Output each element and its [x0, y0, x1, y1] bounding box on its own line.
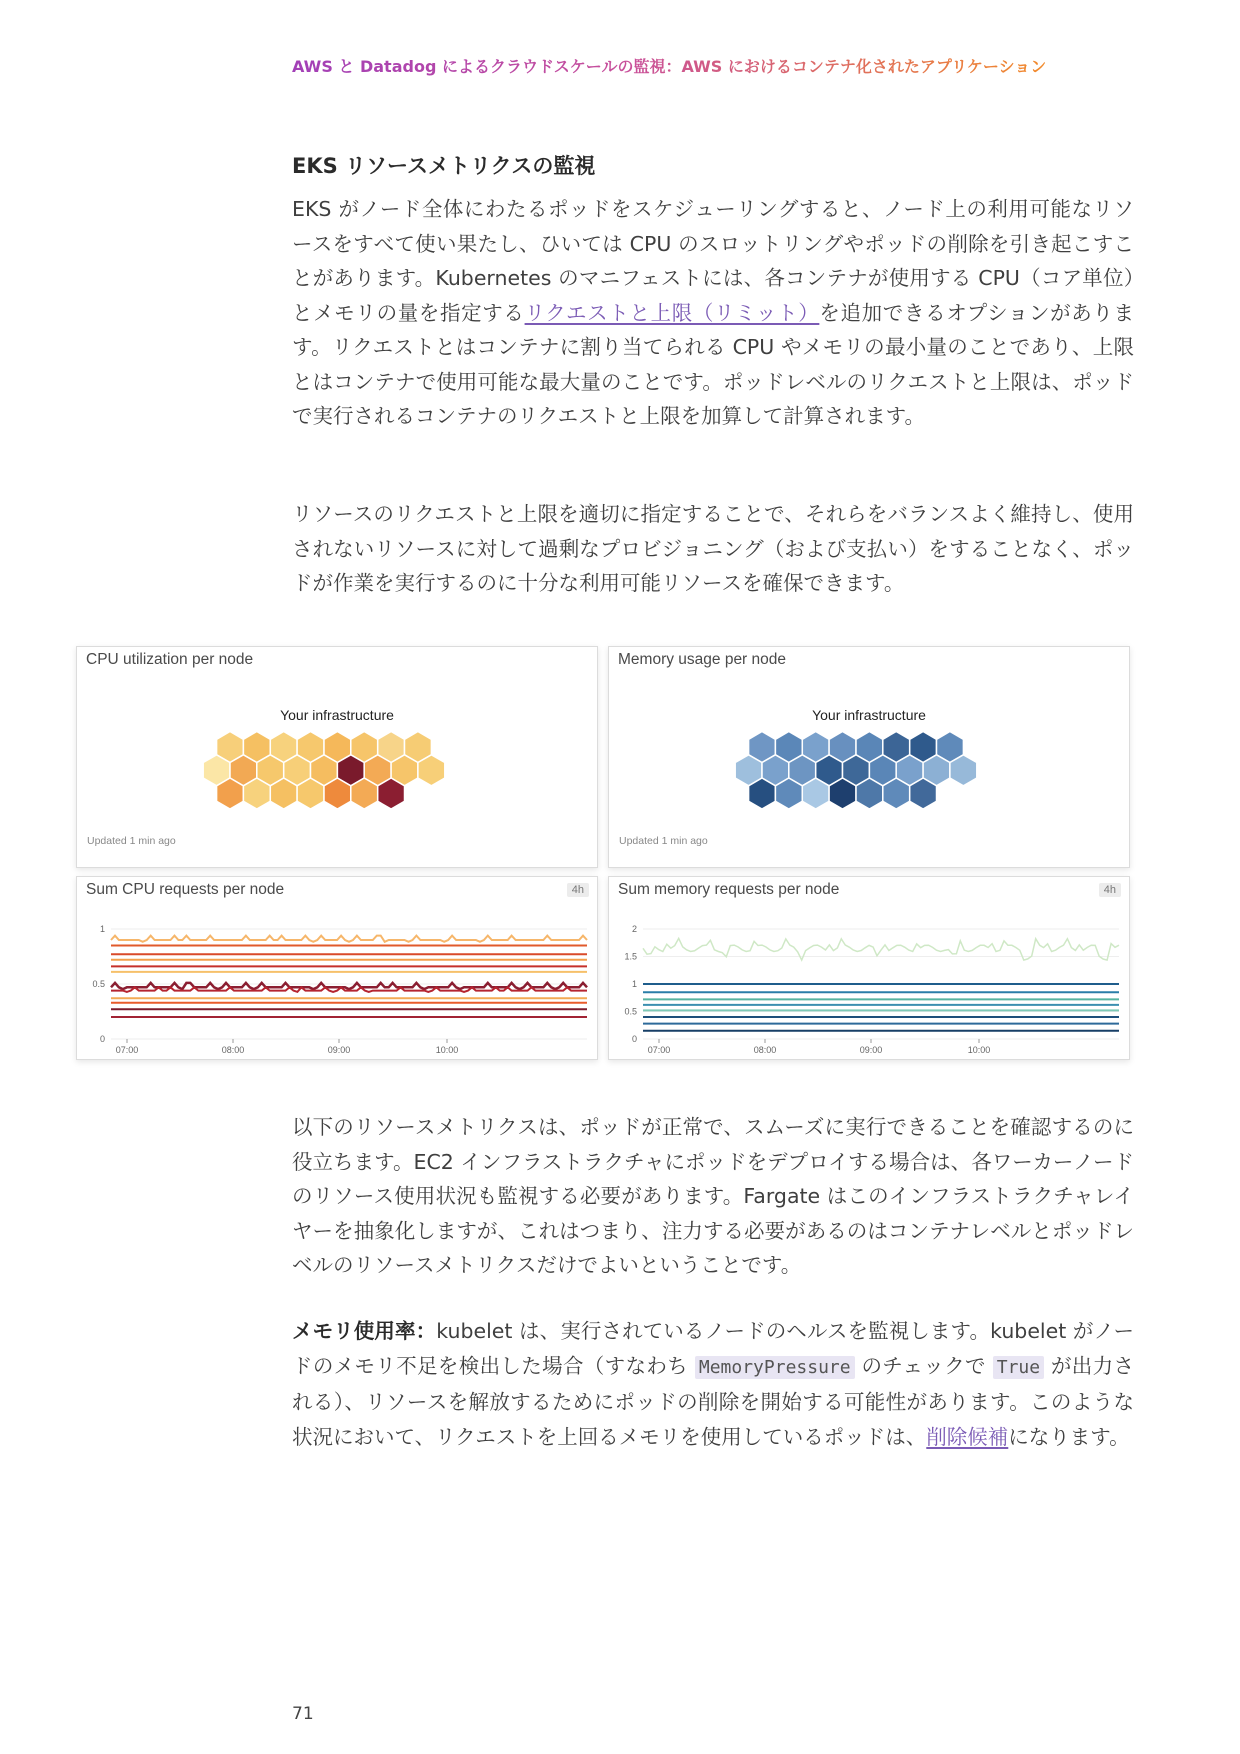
hex-node[interactable] — [324, 778, 351, 809]
y-tick-label: 2 — [631, 924, 637, 934]
x-tick-label: 07:00 — [115, 1045, 139, 1055]
memory-usage-label: メモリ使用率： — [292, 1319, 437, 1343]
paragraph-2: リソースのリクエストと上限を適切に指定することで、それらをバランスよく維持し、使用されないリソースに対して過剰なプロビジョニング（および支払い）をすることなく、ポッドが作業を実行するのに十分な利用可能リソースを確保できます。 — [292, 502, 1134, 595]
hex-node[interactable] — [856, 778, 883, 809]
hex-node[interactable] — [378, 778, 405, 809]
section-title: EKS リソースメトリクスの監視 — [292, 154, 596, 178]
hex-node[interactable] — [950, 755, 977, 786]
y-tick-label: 1 — [99, 924, 105, 934]
dashboard — [76, 646, 1136, 1060]
hex-node[interactable] — [297, 778, 324, 809]
page-number: 71 — [292, 1704, 314, 1724]
x-tick-label: 09:00 — [327, 1045, 351, 1055]
hex-node[interactable] — [351, 778, 378, 809]
widget-title: CPU utilization per node — [86, 651, 254, 668]
paragraph-1 — [292, 192, 1134, 434]
section — [292, 150, 1134, 180]
hex-node[interactable] — [749, 778, 776, 809]
y-tick-label: 0.5 — [624, 1006, 637, 1017]
para1-text: EKS がノード全体にわたるポッドをスケジューリングすると、ノード上の利用可能なリソースをすべて使い果たし、ひいては CPU のスロットリングやポッドの削除を引き起こすことがあります。Kubernetes のマニフェストには、各コンテナが使用する CPU（コア単位）とメモリの量を指定する — [292, 197, 1134, 325]
updated-label: Updated 1 min ago — [87, 835, 176, 847]
hex-node[interactable] — [418, 755, 445, 786]
memory-pressure-code: MemoryPressure — [695, 1356, 855, 1379]
hexmap-caption: Your infrastructure — [812, 707, 926, 723]
widget-title: Sum memory requests per node — [618, 881, 840, 898]
cpu-requests-timeseries — [77, 877, 599, 1061]
x-tick-label: 08:00 — [221, 1045, 245, 1055]
para1-text-end: を追加できるオプションがあります。リクエストとはコンテナに割り当てられる CPU やメモリの最小量のことであり、上限とはコンテナで使用可能な最大量のことです。ポッドレベルのリクエストと上限は、ポッドで実行されるコンテナのリクエストと上限を加算して計算されます。 — [292, 300, 1135, 428]
memory-requests-widget[interactable] — [608, 876, 1130, 1060]
hex-node[interactable] — [802, 778, 829, 809]
memory-usage-widget[interactable] — [608, 646, 1130, 868]
x-tick-label: 07:00 — [647, 1045, 671, 1055]
hex-node[interactable] — [217, 778, 244, 809]
timeframe-badge[interactable]: 4h — [1099, 883, 1121, 897]
y-tick-label: 0 — [631, 1034, 637, 1044]
updated-label: Updated 1 min ago — [619, 835, 708, 847]
series-line[interactable] — [111, 936, 587, 942]
cpu-utilization-widget[interactable] — [76, 646, 598, 868]
hex-node[interactable] — [775, 778, 802, 809]
cpu-requests-widget[interactable] — [76, 876, 598, 1060]
running-header: AWS と Datadog によるクラウドスケールの監視：AWS におけるコンテナ化されたアプリケーション — [292, 54, 1046, 77]
requests-limits-link[interactable]: リクエストと上限（リミット） — [524, 300, 820, 325]
x-tick-label: 10:00 — [967, 1045, 991, 1055]
para4-text: kubelet は、実行されているノードのヘルスを監視します。kubelet がノードのメモリ不足を検出した場合（すなわち — [292, 1319, 1134, 1378]
y-tick-label: 1.5 — [624, 951, 637, 962]
x-tick-label: 08:00 — [753, 1045, 777, 1055]
eviction-candidate-link[interactable]: 削除候補 — [926, 1424, 1009, 1449]
hex-node[interactable] — [829, 778, 856, 809]
hex-node[interactable] — [243, 778, 270, 809]
hex-node[interactable] — [883, 778, 910, 809]
widget-title: Sum CPU requests per node — [86, 881, 285, 898]
widget-title: Memory usage per node — [618, 651, 787, 668]
y-tick-label: 0.5 — [92, 979, 105, 989]
y-tick-label: 0 — [99, 1034, 105, 1044]
hexmap-caption: Your infrastructure — [280, 707, 394, 723]
memory-requests-timeseries — [609, 877, 1131, 1061]
x-tick-label: 09:00 — [859, 1045, 883, 1055]
para4-text: のチェックで — [854, 1353, 993, 1378]
hex-node[interactable] — [910, 778, 937, 809]
para4-text: が出力される）、リソースを解放するためにポッドの削除を開始する可能性があります。このような状況において、リクエストを上回るメモリを使用しているポッドは、 — [292, 1353, 1134, 1449]
hex-node[interactable] — [270, 778, 297, 809]
timeframe-badge[interactable]: 4h — [567, 883, 589, 897]
x-tick-label: 10:00 — [435, 1045, 459, 1055]
y-tick-label: 1 — [631, 979, 637, 989]
para4-text: になります。 — [1008, 1424, 1130, 1449]
paragraph-3: 以下のリソースメトリクスは、ポッドが正常で、スムーズに実行できることを確認するのに役立ちます。EC2 インフラストラクチャにポッドをデプロイする場合は、各ワーカーノードのリソース使用状況も監視する必要があります。Fargate はこのインフラストラクチャレイヤーを抽象化しますが、これはつまり、注力する必要があるのはコンテナレベルとポッドレベルのリソースメトリクスだけでよいということです。 — [292, 1115, 1134, 1277]
true-code: True — [993, 1356, 1044, 1379]
paragraph-4 — [292, 1314, 1134, 1454]
